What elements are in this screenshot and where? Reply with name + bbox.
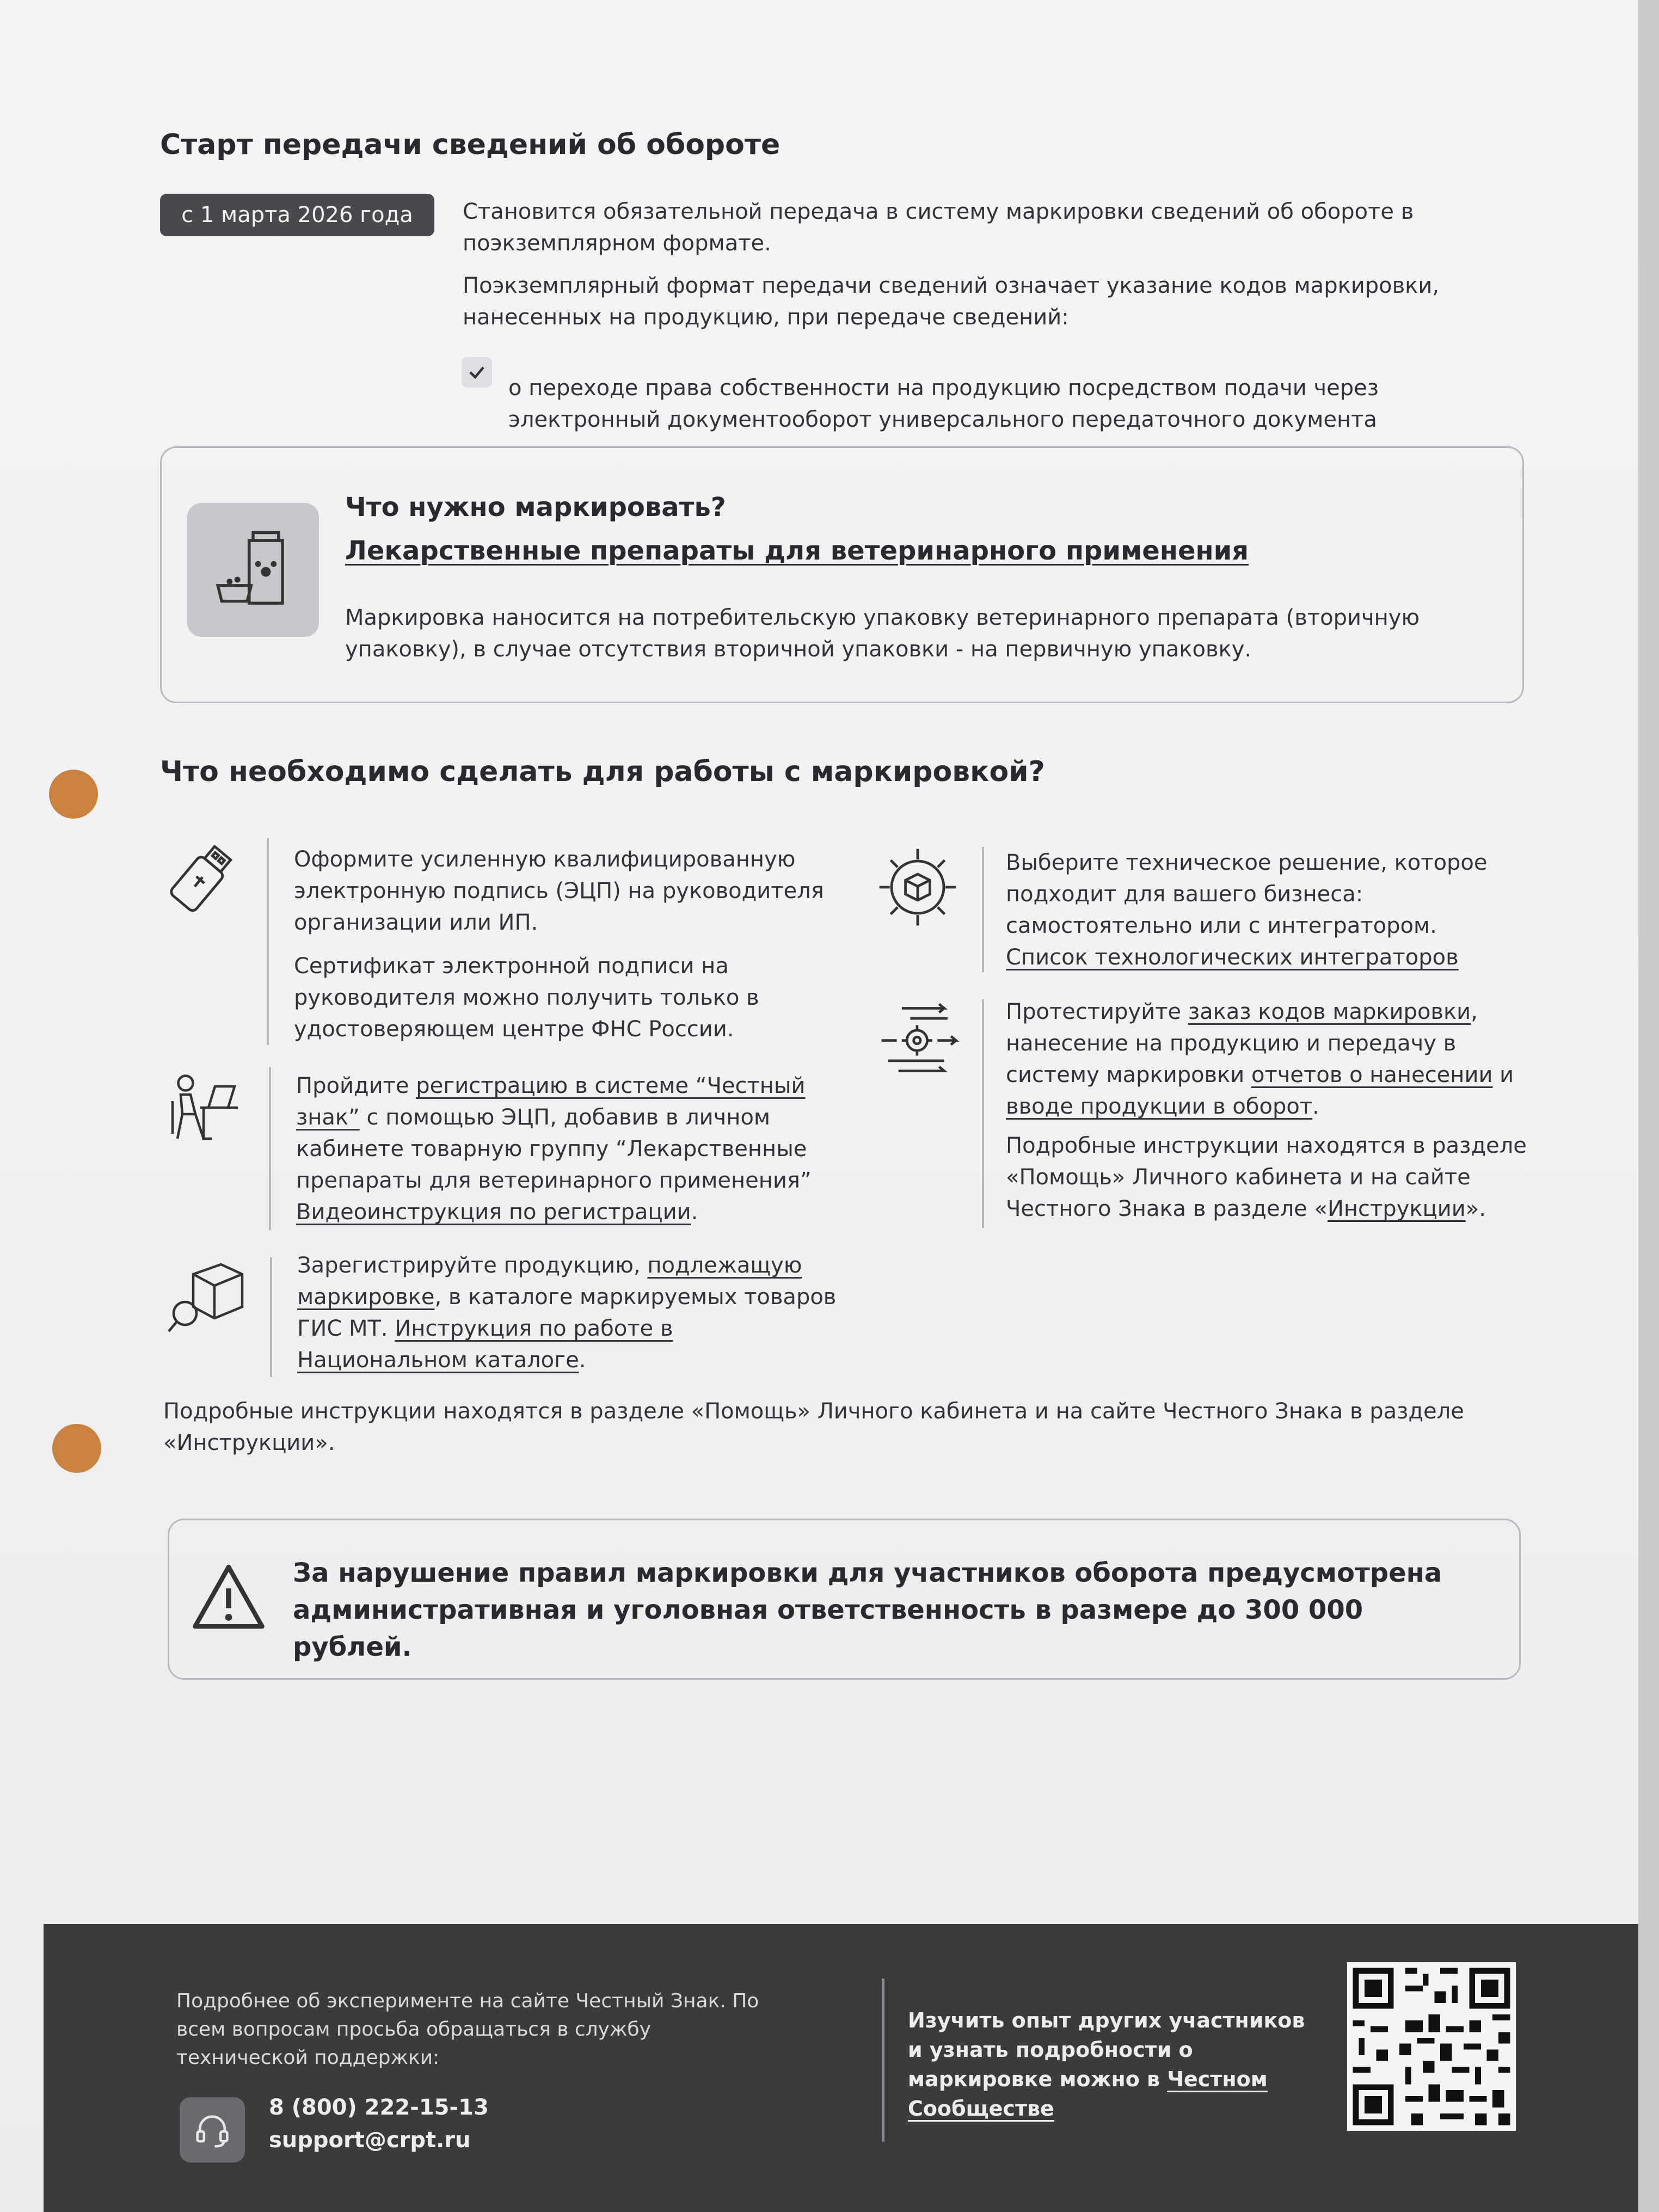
video-instruction-link[interactable]: Видеоинструкция по регистрации: [296, 1200, 691, 1225]
order-codes-link[interactable]: заказ кодов маркировки: [1188, 999, 1471, 1024]
instructions-link[interactable]: Инструкции: [1327, 1196, 1466, 1221]
box-search-icon: [161, 1256, 248, 1338]
step2-text: Пройдите регистрацию в системе “Честный знак” с помощью ЭЦП, добавив в личном кабинете товарную группу “Лекарственные препараты для ветеринарного применения” Видеоинструкция по регистрации.: [296, 1073, 812, 1225]
application-reports-link[interactable]: отчетов о нанесении: [1251, 1062, 1493, 1087]
paragraph-mandatory: Становится обязательной передача в систему маркировки сведений об обороте в поэкземплярном формате.: [463, 199, 1414, 256]
paragraph-format: Поэкземплярный формат передачи сведений означает указание кодов маркировки, нанесенных на продукцию, при передаче сведений:: [463, 273, 1440, 330]
divider: [270, 1257, 272, 1377]
marking-description: Маркировка наносится на потребительскую упаковку ветеринарного препарата (вторичную упаковку), в случае отсутствия вторичной упаковки - на первичную упаковку.: [345, 605, 1420, 662]
integrators-list-link[interactable]: Список технологических интеграторов: [1006, 945, 1459, 970]
punch-hole: [52, 1424, 101, 1473]
pet-medicine-icon: [204, 521, 302, 619]
divider: [269, 1067, 271, 1230]
warning-text: За нарушение правил маркировки для участников оборота предусмотрена административная и уголовная ответственность в размере до 300 000 рублей.: [293, 1558, 1442, 1662]
checkbox-checked: [462, 357, 492, 388]
divider: [982, 999, 984, 1228]
gear-box-icon: [874, 844, 961, 931]
support-phone[interactable]: 8 (800) 222-15-13: [269, 2095, 489, 2120]
registration-link[interactable]: регистрацию в системе “Честный знак”: [296, 1073, 806, 1130]
divider: [267, 838, 269, 1045]
section-title-start: Старт передачи сведений об обороте: [160, 128, 781, 161]
national-catalog-link[interactable]: Инструкция по работе в Национальном каталоге: [297, 1316, 673, 1373]
subject-to-marking-link[interactable]: подлежащую маркировке: [297, 1253, 802, 1310]
product-group-link[interactable]: Лекарственные препараты для ветеринарного применения: [345, 536, 1249, 566]
check-item-text: о переходе права собственности на продукцию посредством подачи через электронный документооборот универсального передаточного документа: [508, 376, 1379, 432]
community-link[interactable]: Честном Сообществе: [908, 2067, 1268, 2121]
step5-text: Протестируйте заказ кодов маркировки, нанесение на продукцию и передачу в систему маркировки отчетов о нанесении и вводе продукции в оборот.: [1006, 999, 1514, 1119]
user-computer-icon: [161, 1066, 243, 1153]
page-edge: [1638, 0, 1659, 2212]
date-badge: с 1 марта 2026 года: [160, 194, 434, 236]
punch-hole: [49, 770, 98, 819]
usb-token-icon: [158, 835, 245, 922]
qr-code[interactable]: [1347, 1962, 1516, 2131]
community-text: Изучить опыт других участников и узнать подробности о маркировке можно в Честном Сообществе: [908, 2008, 1305, 2121]
step1-note: Сертификат электронной подписи на руководителя можно получить только в удостоверяющем центре ФНС России.: [294, 954, 759, 1042]
product-image: [187, 503, 319, 637]
what-to-mark-question: Что нужно маркировать?: [345, 492, 726, 523]
divider: [982, 847, 984, 972]
step3-text: Зарегистрируйте продукцию, подлежащую маркировке, в каталоге маркируемых товаров ГИС МТ. Инструкция по работе в Национальном каталоге.: [297, 1253, 837, 1373]
step5-note: Подробные инструкции находятся в разделе «Помощь» Личного кабинета и на сайте Честного Знака в разделе «Инструкции».: [1006, 1133, 1527, 1221]
process-gear-icon: [875, 1001, 962, 1078]
section-title-steps: Что необходимо сделать для работы с маркировкой?: [160, 755, 1045, 788]
headset-icon: [180, 2097, 245, 2162]
footer-info: Подробнее об эксперименте на сайте Честный Знак. По всем вопросам просьба обращаться в службу технической поддержки:: [176, 1990, 759, 2069]
warning-icon: [191, 1562, 267, 1633]
step1-text: Оформите усиленную квалифицированную электронную подпись (ЭЦП) на руководителя организации или ИП.: [294, 847, 824, 935]
step4-text: Выберите техническое решение, которое подходит для вашего бизнеса: самостоятельно или с интегратором. Список технологических интеграторов: [1006, 850, 1488, 970]
circulation-entry-link[interactable]: вводе продукции в оборот: [1006, 1094, 1313, 1119]
instructions-note: Подробные инструкции находятся в разделе «Помощь» Личного кабинета и на сайте Честного Знака в разделе «Инструкции».: [163, 1399, 1464, 1455]
support-email[interactable]: support@crpt.ru: [269, 2128, 471, 2153]
check-icon: [467, 362, 487, 382]
footer-divider: [882, 1978, 884, 2142]
footer: [44, 1924, 1638, 2212]
